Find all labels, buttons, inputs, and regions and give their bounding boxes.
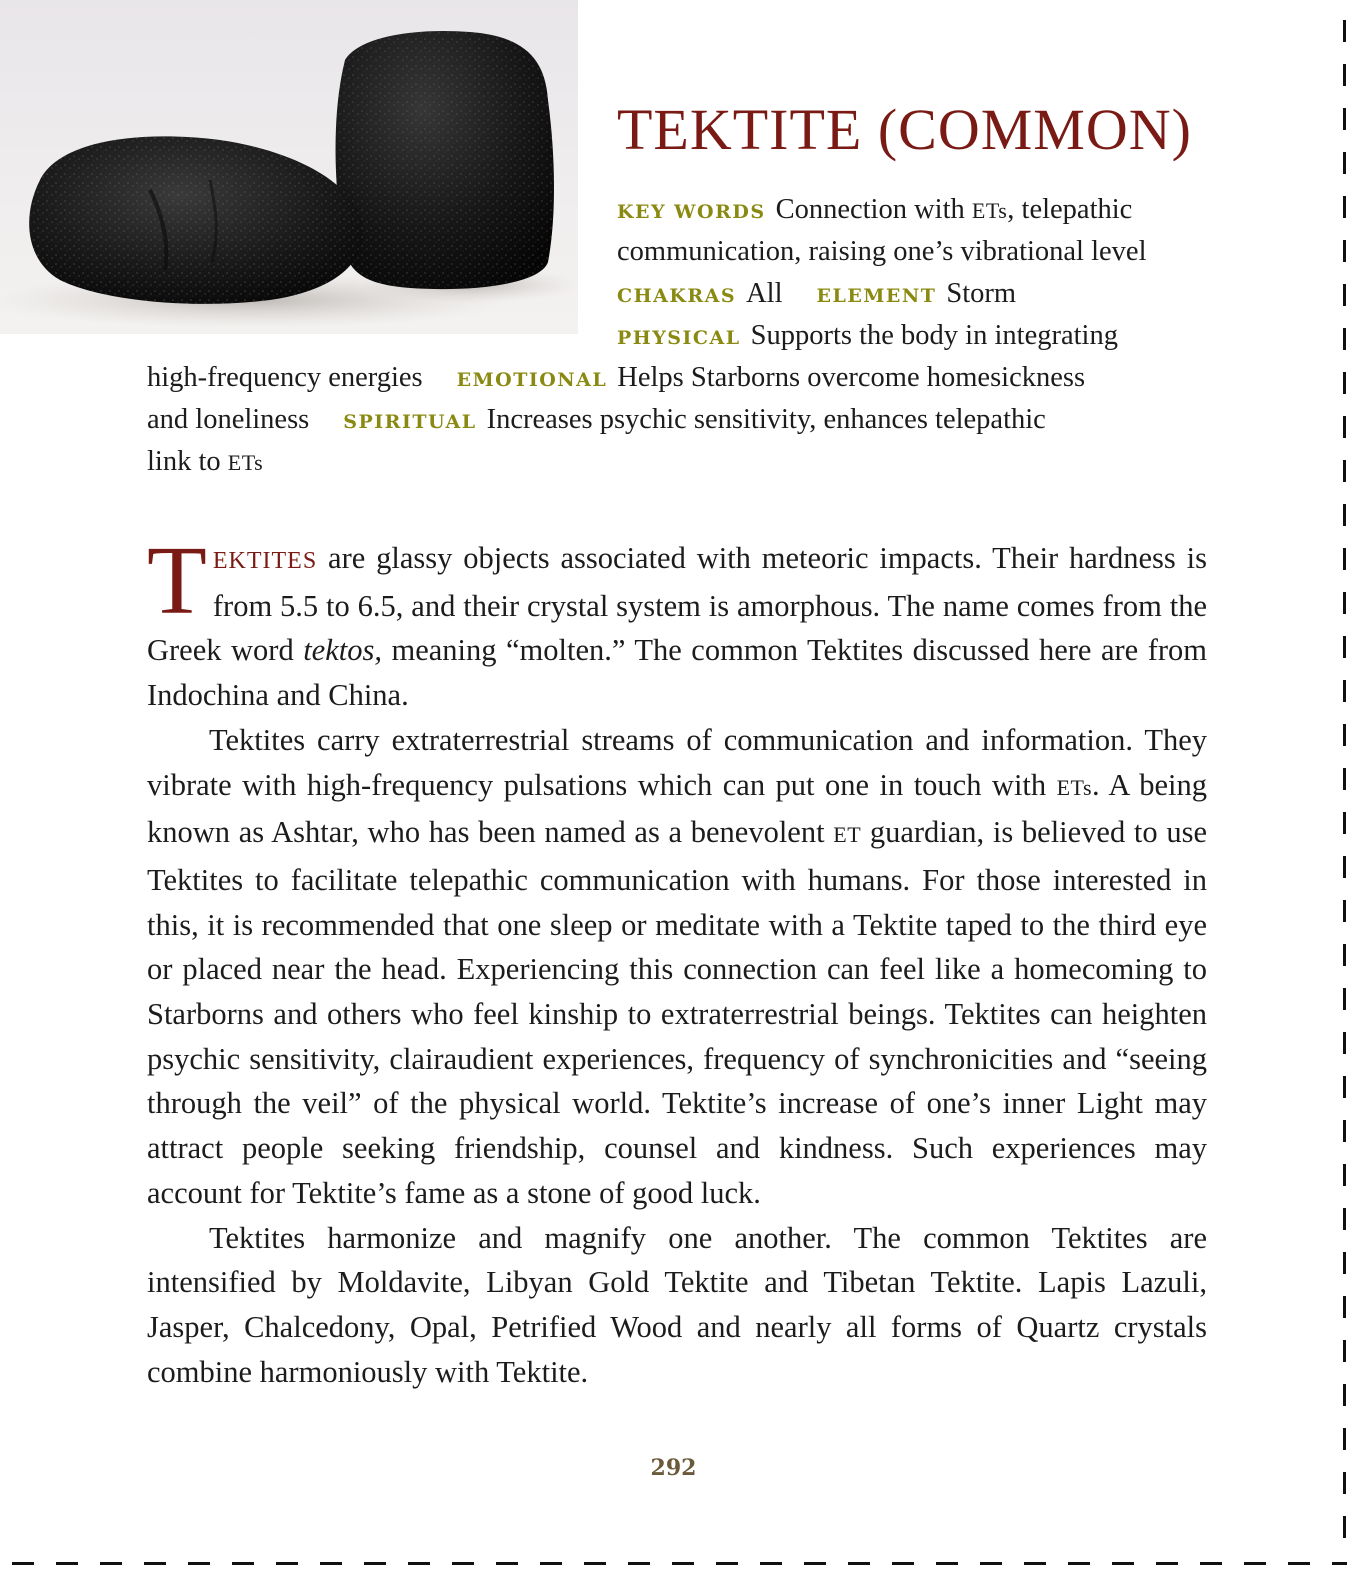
- body-text: [147, 527, 1207, 1394]
- edge-mark: [1343, 812, 1346, 834]
- edge-mark: [936, 1562, 958, 1565]
- edge-mark: [760, 1562, 782, 1565]
- paragraph-2: [147, 718, 1207, 1216]
- edge-mark: [1343, 1516, 1346, 1538]
- edge-mark: [1343, 900, 1346, 922]
- edge-mark: [1343, 592, 1346, 614]
- paragraph-1-italic: tektos,: [303, 633, 382, 668]
- edge-mark: [1343, 152, 1346, 174]
- edge-mark: [12, 1562, 34, 1565]
- edge-mark: [672, 1562, 694, 1565]
- paragraph-2-text-b: . A being known as Ashtar, who has been named as a benevolent: [147, 767, 1207, 850]
- edge-mark: [1343, 1208, 1346, 1230]
- edge-mark: [584, 1562, 606, 1565]
- right-edge-marks: [1333, 0, 1347, 1572]
- edge-mark: [1343, 636, 1346, 658]
- paragraph-1: [147, 527, 1207, 718]
- edge-mark: [540, 1562, 562, 1565]
- physical-text-2: high-frequency energies: [147, 362, 423, 393]
- edge-mark: [1332, 1562, 1347, 1565]
- edge-mark: [100, 1562, 122, 1565]
- emotional-text: Helps Starborns overcome homesickness: [617, 362, 1086, 393]
- element-label: ELEMENT: [816, 285, 937, 307]
- edge-mark: [452, 1562, 474, 1565]
- edge-mark: [408, 1562, 430, 1565]
- element-value: Storm: [946, 278, 1017, 309]
- edge-mark: [892, 1562, 914, 1565]
- spiritual-line-2: [147, 446, 263, 478]
- keywords-text-2: communication, raising one’s vibrational level: [617, 236, 1147, 267]
- edge-mark: [1343, 944, 1346, 966]
- edge-mark: [628, 1562, 650, 1565]
- paragraph-1-text-a: are glassy objects associated with meteoric impacts. Their hardness is from 5.5 to 6.5, and their crystal system is amorphous. The name comes from the Greek word: [147, 541, 1207, 668]
- edge-mark: [1024, 1562, 1046, 1565]
- edge-mark: [1343, 1428, 1346, 1450]
- edge-mark: [1200, 1562, 1222, 1565]
- edge-mark: [276, 1562, 298, 1565]
- physical-text: Supports the body in integrating: [750, 320, 1118, 351]
- edge-mark: [1343, 1032, 1346, 1054]
- spiritual-ets: ETs: [227, 450, 264, 475]
- edge-mark: [1343, 988, 1346, 1010]
- keywords-ets: ETs: [971, 198, 1008, 223]
- bottom-edge-marks: [0, 1552, 1347, 1572]
- edge-mark: [1343, 108, 1346, 130]
- edge-mark: [1343, 504, 1346, 526]
- emotional-text-2: and loneliness: [147, 404, 310, 435]
- paragraph-2-et: ET: [833, 822, 862, 848]
- tektite-photo: [0, 0, 578, 334]
- paragraph-2-ets: ETs: [1056, 774, 1093, 800]
- edge-mark: [232, 1562, 254, 1565]
- edge-mark: [496, 1562, 518, 1565]
- edge-mark: [1343, 856, 1346, 878]
- edge-mark: [1156, 1562, 1178, 1565]
- edge-mark: [1343, 372, 1346, 394]
- edge-mark: [1343, 20, 1346, 42]
- spiritual-line: [147, 404, 1046, 436]
- edge-mark: [144, 1562, 166, 1565]
- edge-mark: [1343, 1120, 1346, 1142]
- paragraph-2-text-c: guardian, is believed to use Tektites to facilitate telepathic communication with humans. For those interested in this, it is recommended that one sleep or meditate with a Tektite taped to the third eye or placed near the head. Experiencing this connection can feel like a homecoming to Starborns and others who feel kinship to extraterrestrial beings. Tektites can heighten psychic sensitivity, clairaudient experiences, frequency of synchronicities and “seeing through the veil” of the physical world. Tektite’s increase of one’s inner Light may attract people seeking friendship, counsel and kindness. Such experiences may account for Tektite’s fame as a stone of good luck.: [147, 815, 1207, 1210]
- edge-mark: [1112, 1562, 1134, 1565]
- physical-label: PHYSICAL: [617, 327, 741, 349]
- edge-mark: [1343, 64, 1346, 86]
- edge-mark: [1343, 196, 1346, 218]
- paragraph-3: Tektites harmonize and magnify one another. The common Tektites are intensified by Moldavite, Libyan Gold Tektite and Tibetan Tektite. Lapis Lazuli, Jasper, Chalcedony, Opal, Petrified Wood and nearly all forms of Quartz crystals combine harmoniously with Tektite.: [147, 1220, 1207, 1389]
- keywords-line-1: [617, 194, 1132, 226]
- edge-mark: [188, 1562, 210, 1565]
- chakras-label: CHAKRAS: [617, 285, 737, 307]
- edge-mark: [804, 1562, 826, 1565]
- edge-mark: [716, 1562, 738, 1565]
- edge-mark: [1343, 460, 1346, 482]
- keywords-text-end: , telepathic: [1007, 194, 1133, 225]
- edge-mark: [1343, 1340, 1346, 1362]
- edge-mark: [1343, 1252, 1346, 1274]
- edge-mark: [1343, 1164, 1346, 1186]
- keywords-line-2: [617, 236, 1147, 268]
- paragraph-1-text-b: meaning “molten.” The common Tektites discussed here are from Indochina and China.: [147, 633, 1207, 713]
- edge-mark: [320, 1562, 342, 1565]
- paragraph-2-text-a: Tektites carry extraterrestrial streams of communication and information. They vibrate with high-frequency pulsations which can put one in touch with: [147, 722, 1207, 802]
- edge-mark: [1343, 1076, 1346, 1098]
- emotional-line: [147, 362, 1085, 394]
- page-title: TEKTITE (COMMON): [617, 97, 1192, 162]
- edge-mark: [1343, 1384, 1346, 1406]
- edge-mark: [1068, 1562, 1090, 1565]
- keywords-label: KEY WORDS: [617, 201, 766, 223]
- edge-mark: [980, 1562, 1002, 1565]
- spiritual-label: SPIRITUAL: [343, 411, 477, 433]
- edge-mark: [1244, 1562, 1266, 1565]
- edge-mark: [1343, 416, 1346, 438]
- page-number: 292: [650, 1455, 697, 1481]
- edge-mark: [1343, 1296, 1346, 1318]
- keywords-text: Connection with: [775, 194, 972, 225]
- lead-in: EKTITES: [212, 548, 318, 574]
- chakras-element-line: [617, 278, 1016, 310]
- drop-cap: T: [147, 527, 207, 635]
- physical-line: [617, 320, 1118, 352]
- edge-mark: [1343, 724, 1346, 746]
- edge-mark: [848, 1562, 870, 1565]
- edge-mark: [1288, 1562, 1310, 1565]
- spiritual-text: Increases psychic sensitivity, enhances telepathic: [486, 404, 1046, 435]
- edge-mark: [1343, 328, 1346, 350]
- emotional-label: EMOTIONAL: [456, 369, 608, 391]
- edge-mark: [1343, 548, 1346, 570]
- chakras-value: All: [746, 278, 783, 309]
- edge-mark: [1343, 680, 1346, 702]
- edge-mark: [56, 1562, 78, 1565]
- edge-mark: [1343, 768, 1346, 790]
- edge-mark: [1343, 284, 1346, 306]
- edge-mark: [1343, 240, 1346, 262]
- edge-mark: [1343, 1472, 1346, 1494]
- edge-mark: [364, 1562, 386, 1565]
- spiritual-text-2: link to: [147, 446, 228, 477]
